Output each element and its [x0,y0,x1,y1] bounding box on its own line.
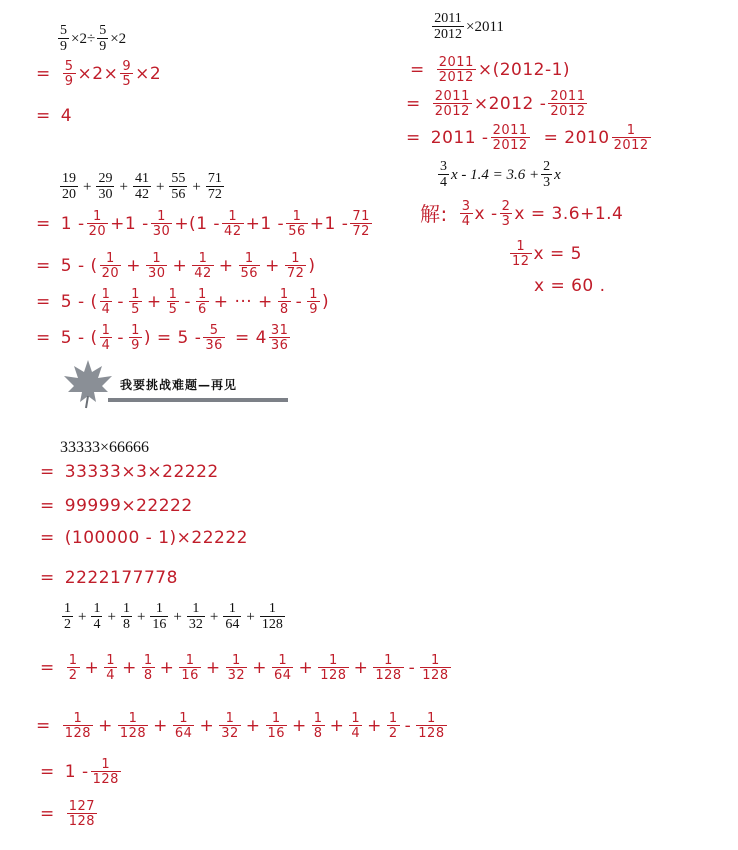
fraction: $\frac{2011}{2012}$ [492,123,528,153]
equals-sign: = [410,59,425,80]
section-banner [58,356,290,410]
fraction: $\frac{1}{9}$ [131,323,140,353]
p4-step-2 [36,252,316,280]
fraction: $\frac{2011}{2012}$ [434,11,462,42]
expr-text: ×2012 - [473,93,547,114]
solution-label: 解: [420,202,448,226]
p1-step-2 [36,108,72,125]
p6-question [60,602,287,632]
expr-text: 2222177778 [64,568,178,588]
fraction: $\frac{1}{72}$ [286,251,305,281]
fraction: $\frac{1}{6}$ [198,287,207,317]
fraction: $\frac{71}{72}$ [352,209,370,239]
expr-text: + [265,255,280,276]
p2-step-3 [406,124,653,152]
equals-sign: = [40,803,55,824]
p2-question [430,12,504,42]
p3-question [436,160,561,190]
fraction: $\frac{1}{64}$ [225,601,240,632]
fraction: $\frac{1}{4}$ [93,601,101,632]
fraction: $\frac{1}{32}$ [227,653,246,683]
expr-text: + [246,608,255,625]
p6-step-4 [40,800,99,828]
fraction: $\frac{2}{3}$ [501,199,511,229]
fraction: $\frac{1}{20}$ [101,251,120,281]
fraction: $\frac{1}{8}$ [313,711,323,741]
fraction: $\frac{1}{9}$ [309,287,319,317]
fraction: $\frac{3}{4}$ [440,159,447,190]
expr-text: + [329,715,345,736]
expr-text: + [205,657,221,678]
p6-step-1 [40,654,453,682]
expr-text: ×2÷ [71,30,96,47]
fraction: $\frac{1}{16}$ [152,601,167,632]
p6-step-2 [36,712,449,740]
fraction: $\frac{71}{72}$ [207,171,222,202]
expr-text: + [107,608,116,625]
p5-step-2 [40,498,193,515]
p5-step-4 [40,570,178,587]
divider [108,398,288,402]
equals-sign: = [406,93,421,114]
expr-text: x = 5 [533,243,582,264]
expr-text: + [122,657,137,678]
equals-sign: = [40,496,55,516]
p4-step-4 [36,324,292,352]
fraction: $\frac{1}{128}$ [119,711,147,741]
expr-text: ×2011 [466,18,504,35]
fraction: $\frac{29}{30}$ [98,171,113,202]
fraction: $\frac{1}{128}$ [422,653,449,683]
expr-text: + [292,715,307,736]
expr-text: ×(2012-1) [477,59,571,80]
fraction: $\frac{1}{2}$ [68,653,78,683]
equals-sign: = [406,127,421,148]
expr-text: x = 60 . [534,276,606,296]
p6-step-3 [40,758,123,786]
expr-text: 5 - ( [60,291,98,312]
fraction: $\frac{1}{56}$ [240,251,259,281]
fraction: $\frac{1}{128}$ [64,711,92,741]
fraction: $\frac{1}{4}$ [351,711,361,741]
expr-text: + [153,715,168,736]
expr-text: + [218,255,234,276]
fraction: $\frac{2011}{2012}$ [434,89,470,119]
expr-text: - [117,327,125,348]
fraction: $\frac{1}{128}$ [418,711,445,741]
fraction: $\frac{1}{42}$ [224,209,242,239]
expr-text: = 2010 [543,127,610,148]
fraction: $\frac{9}{5}$ [122,59,132,89]
expr-text: +1 - [110,213,149,234]
fraction: $\frac{1}{20}$ [88,209,107,239]
fraction: $\frac{5}{9}$ [64,59,74,89]
fraction: $\frac{1}{5}$ [131,287,140,317]
equals-sign: = [36,63,51,84]
p1-step-1 [36,60,161,88]
expr-text: +(1 - [174,213,221,234]
p2-step-1 [410,56,570,84]
fraction: $\frac{1}{8}$ [143,653,153,683]
fraction: $\frac{2011}{2012}$ [550,89,586,119]
fraction: $\frac{1}{30}$ [147,251,166,281]
equals-sign: = [36,327,51,348]
expr-text: ) [322,291,330,312]
p1-question [56,24,126,54]
expr-text: + ··· + [213,291,273,312]
fraction: $\frac{1}{5}$ [168,287,178,317]
expr-text: ×2 [135,63,162,84]
p4-step-3 [36,288,329,316]
expr-text: + [146,291,162,312]
fraction: $\frac{1}{42}$ [194,251,212,281]
expr-text: + [119,178,128,195]
equals-sign: = [36,213,51,234]
p5-question [60,440,149,456]
expr-text: + [172,255,188,276]
expr-text: x - 1.4 = 3.6 + [451,166,540,183]
p4-step-1 [36,210,374,238]
fraction: $\frac{2}{3}$ [543,159,551,190]
expr-text: + [84,657,100,678]
fraction: $\frac{1}{128}$ [261,601,283,632]
expr-text: + [83,178,92,195]
p2-step-2 [406,90,589,118]
expr-text: (100000 - 1)×22222 [64,528,248,548]
fraction: $\frac{5}{36}$ [205,323,223,353]
equals-sign: = [36,291,51,312]
fraction: $\frac{1}{16}$ [267,711,286,741]
expr-text: - [404,715,412,736]
expr-text: 4 [60,106,73,126]
expr-text: 5 - ( [60,327,98,348]
expr-text: + [245,715,261,736]
expr-text: 5 - ( [60,255,98,276]
fraction: $\frac{5}{9}$ [99,23,107,54]
equals-sign: = [36,106,51,126]
fraction: $\frac{1}{32}$ [188,601,203,632]
fraction: $\frac{1}{4}$ [101,287,111,317]
fraction: $\frac{1}{64}$ [273,653,292,683]
expr-text: + [367,715,382,736]
fraction: $\frac{1}{2}$ [388,711,398,741]
fraction: $\frac{1}{2012}$ [613,123,649,153]
fraction: $\frac{1}{30}$ [152,209,171,239]
fraction: $\frac{127}{128}$ [68,799,96,829]
expr-text: +1 - [309,213,349,234]
fraction: $\frac{31}{36}$ [270,323,289,353]
equals-sign: = [40,568,55,588]
expr-text: - [408,657,416,678]
fraction: $\frac{1}{128}$ [320,653,347,683]
fraction: $\frac{1}{2}$ [64,601,71,632]
p3-step-2 [508,240,582,268]
expr-text: ) = 5 - [143,327,202,348]
p5-step-1 [40,464,219,481]
expr-text: 33333×66666 [60,439,150,456]
equals-sign: = [36,715,51,736]
fraction: $\frac{2011}{2012}$ [438,55,474,85]
fraction: $\frac{1}{8}$ [122,601,130,632]
expr-text: - [117,291,125,312]
fraction: $\frac{55}{56}$ [171,171,186,202]
fraction: $\frac{1}{4}$ [106,653,116,683]
expr-text: + [173,608,182,625]
fraction: $\frac{1}{4}$ [101,323,111,353]
expr-text: + [126,255,141,276]
expr-text: x - [474,203,498,224]
p3-step-3 [534,278,606,295]
expr-text: + [159,657,175,678]
fraction: $\frac{1}{12}$ [512,239,530,269]
section-title: 我要挑战难题—再见 [120,378,238,392]
expr-text: x [554,166,561,183]
expr-text: 33333×3×22222 [64,462,219,482]
expr-text: 2011 - [430,127,489,148]
expr-text: ×2 [110,30,127,47]
fraction: $\frac{41}{42}$ [134,171,149,202]
expr-text: + [155,178,165,195]
fraction: $\frac{1}{64}$ [174,711,193,741]
expr-text: 99999×22222 [64,496,193,516]
expr-text: + [192,178,201,195]
expr-text: = 4 [234,327,267,348]
equals-sign: = [40,528,55,548]
fraction: $\frac{5}{9}$ [60,23,67,54]
fraction: $\frac{19}{20}$ [62,171,76,202]
expr-text: - [184,291,192,312]
expr-text: 1 - [60,213,85,234]
expr-text: + [252,657,267,678]
expr-text: - [295,291,303,312]
fraction: $\frac{1}{128}$ [375,653,402,683]
equals-sign: = [40,462,55,482]
expr-text: 1 - [64,761,89,782]
expr-text: x = 3.6+1.4 [514,203,624,224]
fraction: $\frac{3}{4}$ [461,199,471,229]
expr-text: + [209,608,219,625]
expr-text: + [78,608,87,625]
equals-sign: = [40,657,55,678]
p3-step-1 [420,200,623,228]
fraction: $\frac{1}{56}$ [288,209,306,239]
equals-sign: = [40,761,55,782]
p5-step-3 [40,530,248,547]
expr-text: + [199,715,215,736]
expr-text: + [298,657,314,678]
expr-text: ×2× [77,63,119,84]
expr-text: + [136,608,146,625]
fraction: $\frac{1}{8}$ [279,287,289,317]
p4-question [58,172,226,202]
expr-text: +1 - [245,213,285,234]
fraction: $\frac{1}{32}$ [221,711,239,741]
fraction: $\frac{1}{16}$ [181,653,199,683]
fraction: $\frac{1}{128}$ [92,757,119,787]
expr-text: ) [308,255,316,276]
expr-text: + [98,715,113,736]
equals-sign: = [36,255,51,276]
expr-text: + [353,657,369,678]
